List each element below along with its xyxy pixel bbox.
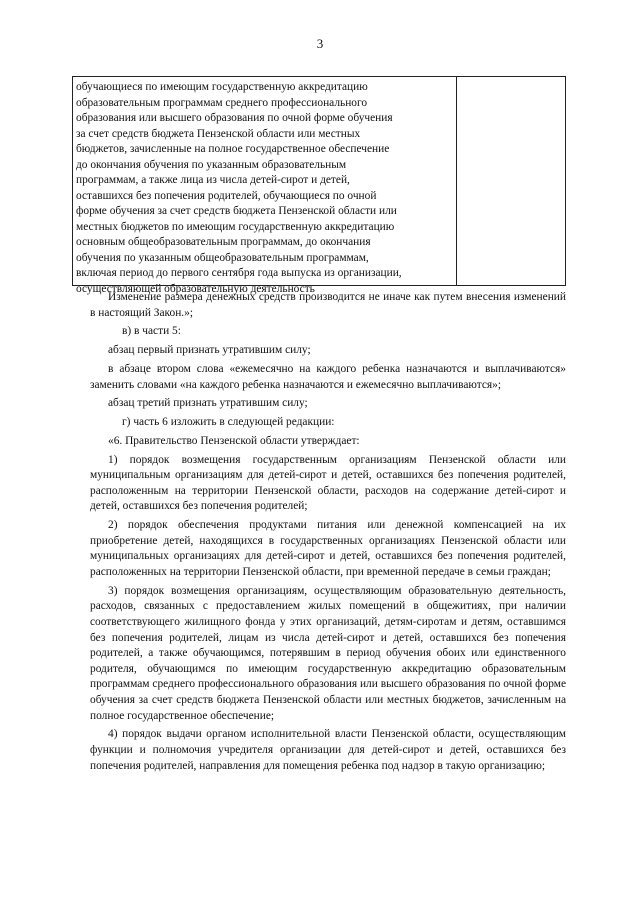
page-number: 3 [316,36,324,51]
cell-line: бюджетов, зачисленные на полное государственное обеспечение [76,143,390,155]
paragraph: 3) порядок возмещения организациям, осуществляющим образовательную деятельность, расходов, связанных с предоставлением жилых помещений в общежитиях, при наличии соответствующего жилищного фонда у этих организаций, детям-сиротам и детям, оставшимся без попечения родителей, лицам из числа детей-сирот и детей, оставшихся без попечения родителей, а также обучающимся, потерявшим в период обучения обоих или единственного родителя, обучающимся по имеющим государственную аккредитацию образовательным программам среднего профессионального образования или высшего образования по очной форме обучения за счет средств бюджета Пензенской области или местных бюджетов, зачисленным на полное государственное обеспечение; [90,584,566,722]
cell-line: осуществляющей образовательную деятельность [76,282,315,295]
cell-line: образовательным программам среднего профессионального [76,96,368,109]
paragraph: г) часть 6 изложить в следующей редакции: [122,416,335,429]
cell-line: форме обучения за счет средств бюджета Пензенской области или [76,205,397,217]
paragraph: Изменение размера денежных средств производится не иначе как путем внесения изменений в настоящий Закон.»; [90,291,566,319]
table-column-divider [456,77,457,285]
table [72,76,566,295]
paragraph: 2) порядок обеспечения продуктами питания или денежной компенсацией на их приобретение детей, находящихся в государственных организациях Пензенской области или муниципальных организациях для детей-сирот и детей, оставшихся без попечения родителей, расположенных на территории Пензенской области, при временной передаче в семьи граждан; [90,519,566,578]
paragraph: в абзаце втором слова «ежемесячно на каждого ребенка назначаются и выплачиваются» заменить словами «на каждого ребенка назначаются и ежемесячно выплачиваются»; [90,362,566,391]
cell-line: включая период до первого сентября года выпуска из организации, [76,267,402,279]
cell-line: обучающиеся по имеющим государственную аккредитацию [76,81,368,93]
paragraph: абзац первый признать утратившим силу; [108,344,311,357]
cell-line: за счет средств бюджета Пензенской области или местных [76,127,361,140]
cell-line: местных бюджетов по имеющим государственную аккредитацию [76,220,395,233]
table-cell-text [76,80,454,297]
cell-line: оставшихся без попечения родителей, обучающиеся по очной [76,189,377,202]
cell-line: основным общеобразовательным программам, до окончания [76,236,371,248]
paragraph: 4) порядок выдачи органом исполнительной власти Пензенской области, осуществляющим функции и полномочия учредителя организации для детей-сирот и детей, оставшихся без попечения родителей, направления для помещения ребенка под надзор в такую организацию; [90,728,566,772]
cell-line: программам, а также лица из числа детей-сирот и детей, [76,174,350,186]
cell-line: до окончания обучения по указанным образовательным [76,158,347,171]
paragraph: 1) порядок возмещения государственным организациям Пензенской области или муниципальным организациям для детей-сирот и детей, оставшихся без попечения родителей, расположенным на территории Пензенской области, расходов на содержание детей-сирот и детей, оставшихся без попечения родителей; [90,453,566,513]
body-text [90,290,566,777]
cell-line: обучения по указанным общеобразовательным программам, [76,251,369,264]
paragraph: «6. Правительство Пензенской области утверждает: [108,434,360,447]
cell-line: образования или высшего образования по очной форме обучения [76,112,393,124]
paragraph: в) в части 5: [122,325,181,338]
paragraph: абзац третий признать утратившим силу; [108,397,308,410]
